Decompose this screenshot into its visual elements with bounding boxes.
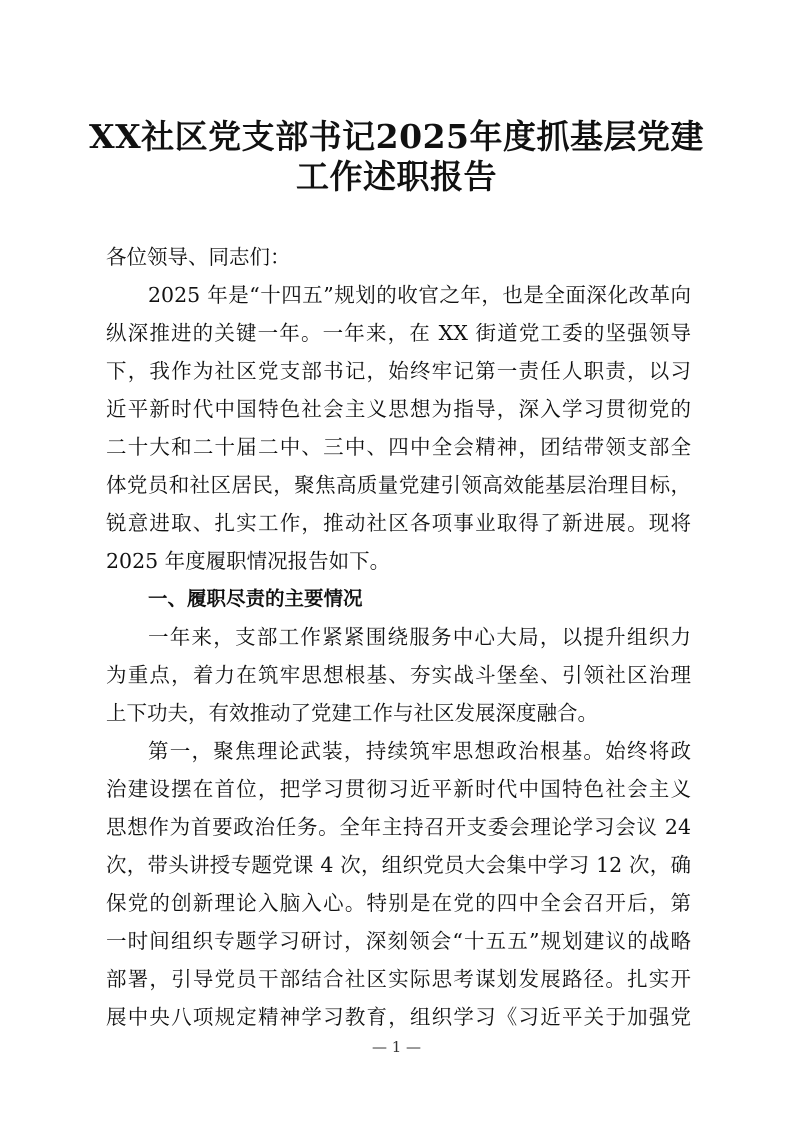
paragraph-line: 2025 年是“十四五”规划的收官之年，也是全面深化改革向 [148, 283, 691, 307]
paragraph-line: 第一，聚焦理论武装，持续筑牢思想政治根基。始终将政 [148, 739, 691, 763]
paragraph-line: 保党的创新理论入脑入心。特别是在党的四中全会召开后，第 [106, 891, 691, 915]
document-body [106, 238, 691, 1036]
paragraph-line: 为重点，着力在筑牢思想根基、夯实战斗堡垒、引领社区治理 [106, 663, 691, 687]
paragraph-line: 次，带头讲授专题党课 4 次，组织党员大会集中学习 12 次，确 [106, 853, 691, 877]
paragraph-line: 一时间组织专题学习研讨，深刻领会“十五五”规划建议的战略 [106, 929, 691, 953]
paragraph-line: 思想作为首要政治任务。全年主持召开支委会理论学习会议 24 [106, 815, 691, 839]
paragraph-line: 纵深推进的关键一年。一年来，在 XX 街道党工委的坚强领导 [106, 321, 691, 345]
page-number: — 1 — [371, 1038, 422, 1056]
paragraph-line: 下，我作为社区党支部书记，始终牢记第一责任人职责，以习 [106, 359, 691, 383]
paragraph-line: 治建设摆在首位，把学习贯彻习近平新时代中国特色社会主义 [106, 777, 691, 801]
document-title-line-1: XX社区党支部书记2025年度抓基层党建 [88, 117, 705, 156]
paragraph-line: 二十大和二十届二中、三中、四中全会精神，团结带领支部全 [106, 435, 691, 459]
paragraph-line: 部署，引导党员干部结合社区实际思考谋划发展路径。扎实开 [106, 967, 691, 991]
paragraph-line: 展中央八项规定精神学习教育，组织学习《习近平关于加强党 [106, 1005, 691, 1029]
paragraph-line: 一年来，支部工作紧紧围绕服务中心大局，以提升组织力 [148, 625, 691, 649]
paragraph-line: 锐意进取、扎实工作，推动社区各项事业取得了新进展。现将 [106, 511, 691, 535]
paragraph-line: 上下功夫，有效推动了党建工作与社区发展深度融合。 [106, 701, 598, 725]
paragraph-line: 近平新时代中国特色社会主义思想为指导，深入学习贯彻党的 [106, 397, 691, 421]
document-title-line-2: 工作述职报告 [296, 157, 497, 196]
salutation: 各位领导、同志们： [106, 245, 291, 269]
paragraph-line: 体党员和社区居民，聚焦高质量党建引领高效能基层治理目标， [106, 473, 691, 497]
section-heading: 一、履职尽责的主要情况 [148, 587, 363, 610]
paragraph-line: 2025 年度履职情况报告如下。 [106, 549, 391, 573]
